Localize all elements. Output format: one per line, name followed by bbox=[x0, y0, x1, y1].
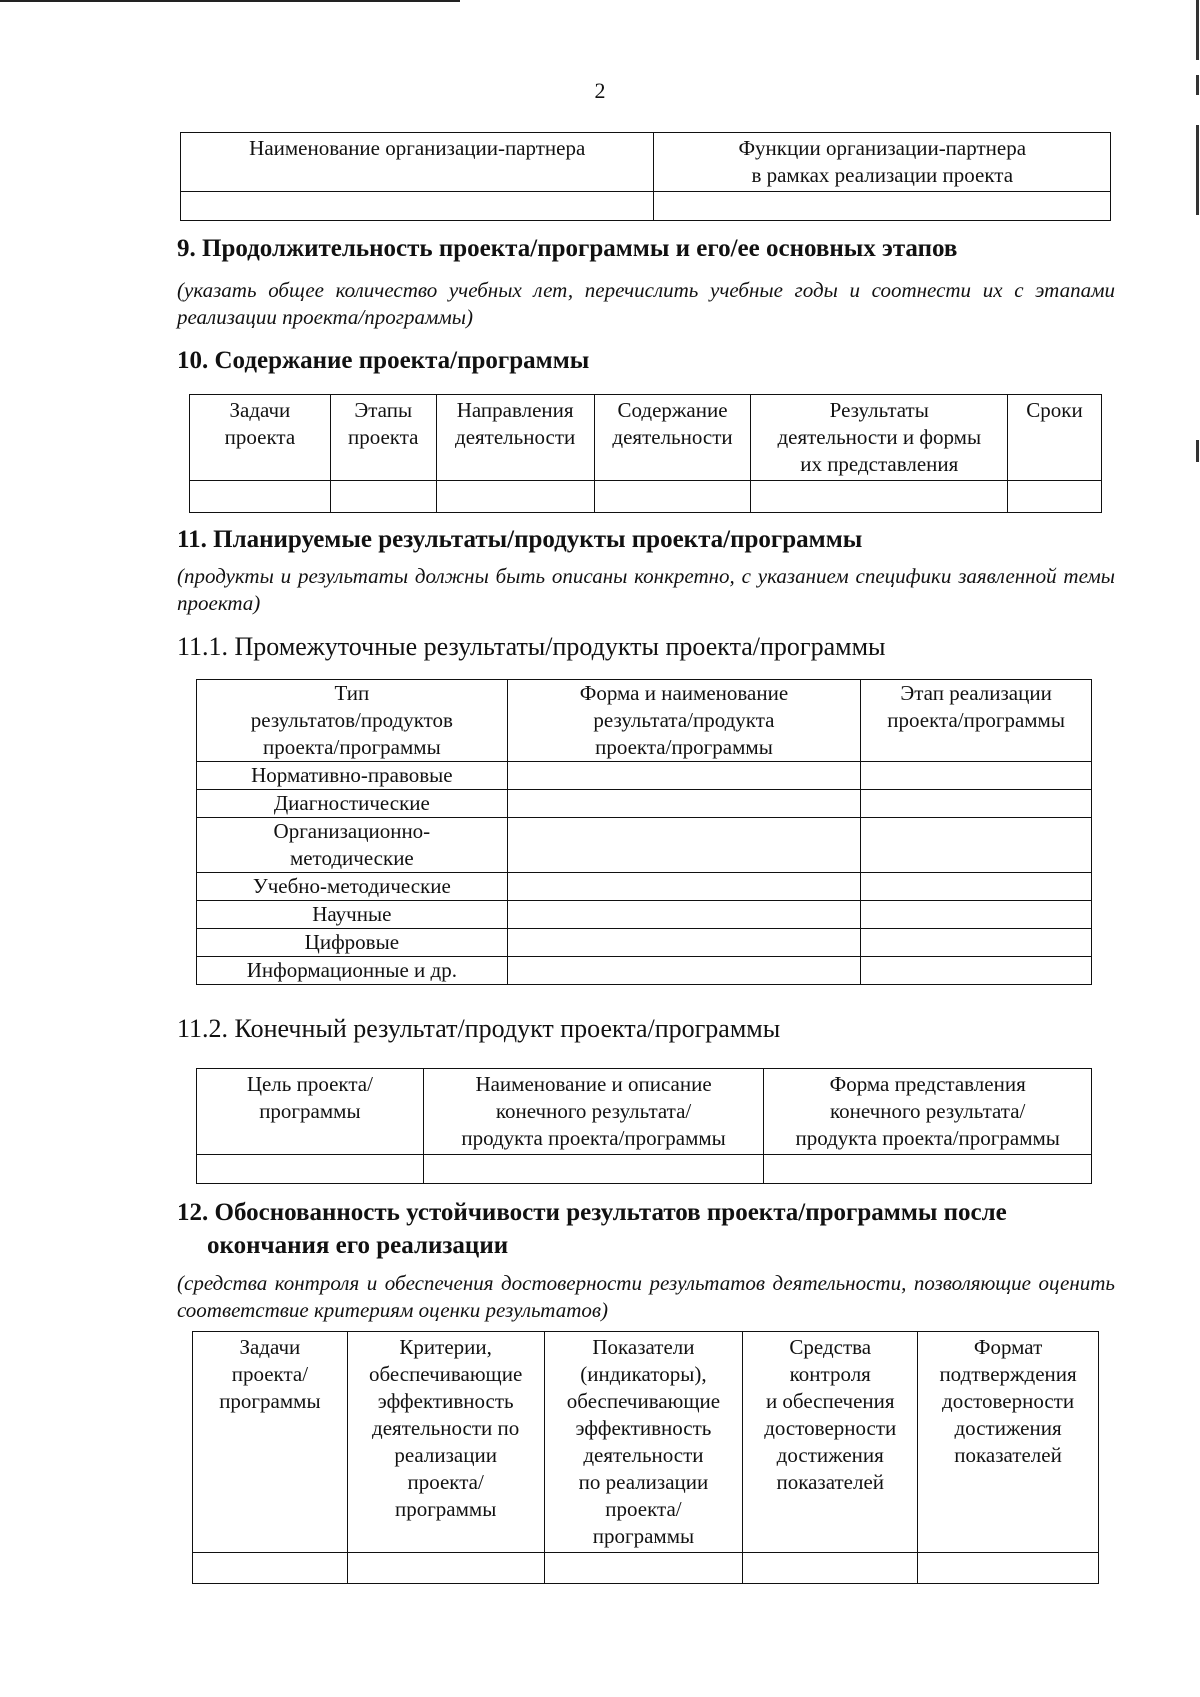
header-label: Форма представления конечного результата/ продукта проекта/программы bbox=[795, 1072, 1060, 1150]
scan-edge-mark bbox=[1196, 125, 1199, 215]
header-label: Результаты деятельности и формы их представления bbox=[777, 398, 982, 476]
table-cell bbox=[507, 929, 861, 957]
sustainability-table bbox=[192, 1331, 1099, 1584]
table-cell bbox=[544, 1553, 743, 1584]
table-cell bbox=[507, 762, 861, 790]
table-cell bbox=[861, 818, 1092, 873]
table-cell bbox=[181, 192, 654, 221]
header-label: Критерии, обеспечивающие эффективность деятельности по реализации проекта/ программы bbox=[369, 1335, 523, 1521]
section-10-heading: 10. Содержание проекта/программы bbox=[177, 347, 590, 374]
header-label: Наименование организации-партнера bbox=[249, 136, 586, 160]
section-11-2-title: 11.2. Конечный результат/продукт проекта/программы bbox=[177, 1014, 781, 1043]
section-12-heading: 12. Обоснованность устойчивости результатов проекта/программы после bbox=[177, 1199, 1007, 1226]
content-table-header bbox=[190, 395, 331, 481]
table-cell bbox=[861, 873, 1092, 901]
partner-table-header bbox=[654, 133, 1111, 192]
result-type-cell: Учебно-методические bbox=[197, 873, 508, 901]
table-cell bbox=[861, 929, 1092, 957]
content-table-header bbox=[594, 395, 751, 481]
interim-table-header bbox=[197, 680, 508, 762]
partner-table bbox=[180, 132, 1111, 221]
scan-top-border bbox=[0, 0, 460, 2]
sustainability-table-header bbox=[544, 1332, 743, 1553]
content-table-header bbox=[751, 395, 1008, 481]
interim-results-table bbox=[196, 679, 1092, 985]
header-label: Формат подтверждения достоверности достижения показателей bbox=[939, 1335, 1077, 1467]
section-12-heading-cont: окончания его реализации bbox=[207, 1232, 509, 1259]
section-11-1-title: 11.1. Промежуточные результаты/продукты проекта/программы bbox=[177, 632, 886, 661]
header-label: Форма и наименование результата/продукта проекта/программы bbox=[579, 681, 789, 759]
final-result-table bbox=[196, 1068, 1092, 1184]
table-cell bbox=[861, 901, 1092, 929]
table-cell bbox=[861, 762, 1092, 790]
header-label: Наименование и описание конечного результата/ продукта проекта/программы bbox=[461, 1072, 726, 1150]
result-type-cell: Нормативно-правовые bbox=[197, 762, 508, 790]
table-cell bbox=[330, 481, 436, 513]
page-number: 2 bbox=[594, 78, 606, 103]
header-label: Направления деятельности bbox=[455, 398, 576, 449]
header-label: Сроки bbox=[1026, 398, 1083, 422]
table-cell bbox=[861, 790, 1092, 818]
sustainability-table-header bbox=[918, 1332, 1099, 1553]
table-cell bbox=[507, 901, 861, 929]
table-cell bbox=[654, 192, 1111, 221]
header-label: Тип результатов/продуктов проекта/программы bbox=[250, 681, 453, 759]
table-cell bbox=[507, 790, 861, 818]
section-12-note: (средства контроля и обеспечения достоверности результатов деятельности, позволяющие оценить соответствие критериям оценки результатов) bbox=[177, 1271, 1115, 1322]
table-cell bbox=[751, 481, 1008, 513]
table-cell bbox=[197, 1155, 424, 1184]
final-table-header bbox=[197, 1069, 424, 1155]
interim-table-header bbox=[861, 680, 1092, 762]
section-11-note: (продукты и результаты должны быть описаны конкретно, с указанием специфики заявленной темы проекта) bbox=[177, 564, 1115, 615]
sustainability-table-header bbox=[193, 1332, 348, 1553]
table-cell bbox=[764, 1155, 1092, 1184]
header-label: Показатели (индикаторы), обеспечивающие эффективность деятельности по реализации проекта/ программы bbox=[566, 1335, 721, 1548]
interim-table-header bbox=[507, 680, 861, 762]
partner-table-header bbox=[181, 133, 654, 192]
result-type-cell: Информационные и др. bbox=[197, 957, 508, 985]
sustainability-table-header bbox=[743, 1332, 918, 1553]
header-label: Функции организации-партнера в рамках реализации проекта bbox=[738, 136, 1027, 187]
result-type-cell: Диагностические bbox=[197, 790, 508, 818]
result-type-cell: Цифровые bbox=[197, 929, 508, 957]
result-type-cell: Организационно- методические bbox=[197, 818, 508, 873]
header-label: Цель проекта/ программы bbox=[246, 1072, 373, 1123]
header-label: Содержание деятельности bbox=[612, 398, 733, 449]
content-table bbox=[189, 394, 1102, 513]
table-cell bbox=[594, 481, 751, 513]
final-table-header bbox=[423, 1069, 764, 1155]
table-cell bbox=[507, 957, 861, 985]
sustainability-table-header bbox=[347, 1332, 544, 1553]
header-label: Этапы проекта bbox=[347, 398, 419, 449]
table-cell bbox=[743, 1553, 918, 1584]
table-cell bbox=[507, 818, 861, 873]
header-label: Этап реализации проекта/программы bbox=[887, 681, 1065, 732]
header-label: Средства контроля и обеспечения достоверности достижения показателей bbox=[764, 1335, 897, 1494]
header-label: Задачи проекта bbox=[224, 398, 296, 449]
table-cell bbox=[190, 481, 331, 513]
section-9-note: (указать общее количество учебных лет, перечислить учебные годы и соотнести их с этапами реализации проекта/программы) bbox=[177, 278, 1115, 329]
table-cell bbox=[347, 1553, 544, 1584]
scan-edge-mark bbox=[1196, 0, 1199, 60]
table-cell bbox=[918, 1553, 1099, 1584]
table-cell bbox=[507, 873, 861, 901]
table-cell bbox=[1008, 481, 1102, 513]
table-cell bbox=[436, 481, 594, 513]
table-cell bbox=[861, 957, 1092, 985]
scan-edge-mark bbox=[1196, 440, 1199, 462]
result-type-cell: Научные bbox=[197, 901, 508, 929]
content-table-header bbox=[330, 395, 436, 481]
content-table-header bbox=[436, 395, 594, 481]
table-cell bbox=[193, 1553, 348, 1584]
final-table-header bbox=[764, 1069, 1092, 1155]
section-9-heading: 9. Продолжительность проекта/программы и его/ее основных этапов bbox=[177, 235, 958, 262]
table-cell bbox=[423, 1155, 764, 1184]
content-table-header bbox=[1008, 395, 1102, 481]
header-label: Задачи проекта/ программы bbox=[219, 1335, 321, 1413]
section-11-heading: 11. Планируемые результаты/продукты проекта/программы bbox=[177, 526, 863, 553]
